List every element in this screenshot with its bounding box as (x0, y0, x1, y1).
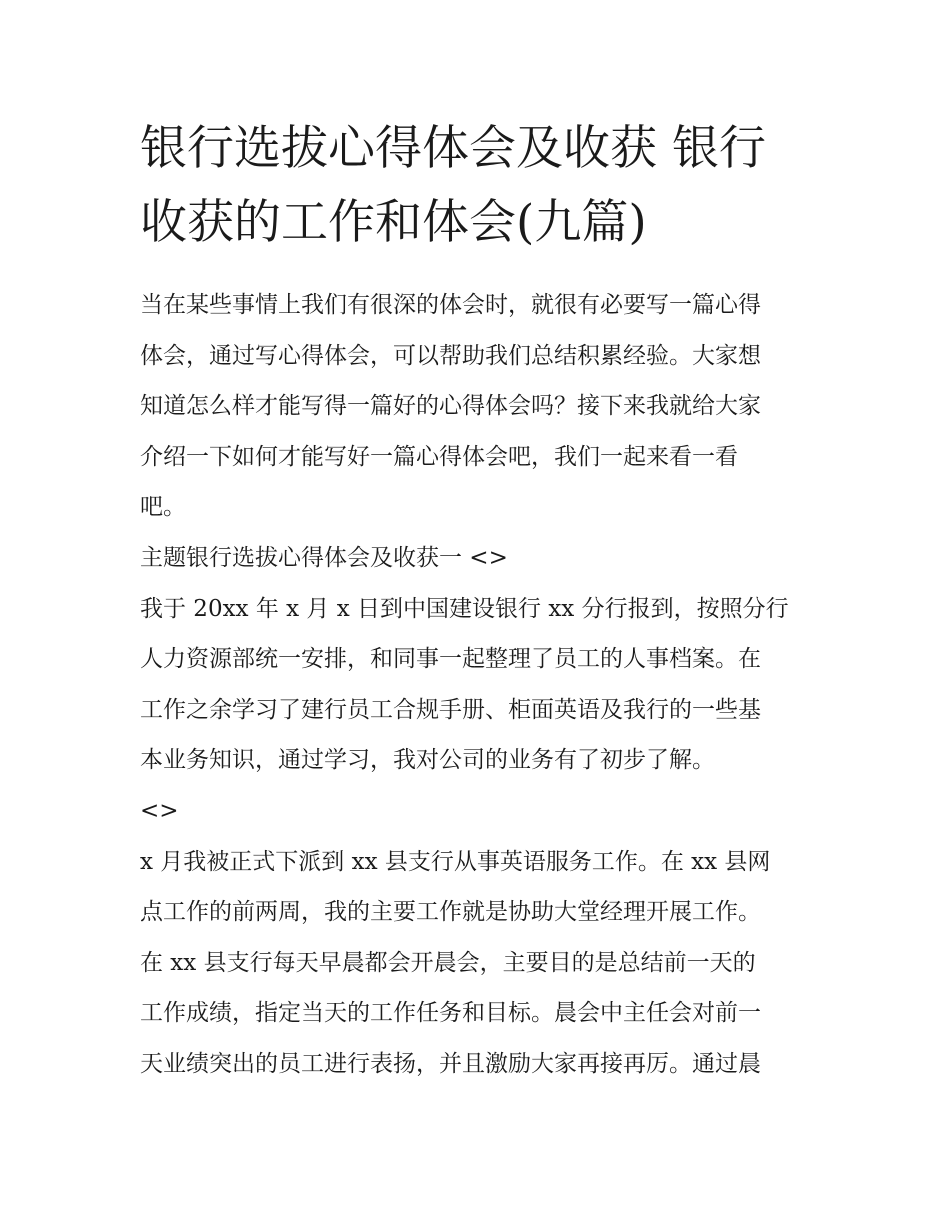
document-body (140, 280, 820, 1090)
document-title (140, 112, 820, 260)
paragraph-2-line-3: 在 xx 县支行每天早晨都会开晨会，主要目的是总结前一天的 (140, 949, 756, 976)
separator-marker: <> (140, 797, 179, 824)
title-line-1: 银行选拔心得体会及收获 银行 (140, 121, 766, 176)
intro-line-3: 知道怎么样才能写得一篇好的心得体会吗？接下来我就给大家 (140, 393, 761, 420)
intro-line-4: 介绍一下如何才能写好一篇心得体会吧，我们一起来看一看 (140, 443, 738, 470)
title-line-2: 收获的工作和体会(九篇) (140, 195, 647, 250)
paragraph-1-line-2: 人力资源部统一安排，和同事一起整理了员工的人事档案。在 (140, 646, 761, 673)
paragraph-2-line-5: 天业绩突出的员工进行表扬，并且激励大家再接再厉。通过晨 (140, 1050, 761, 1077)
paragraph-2-line-1: x 月我被正式下派到 xx 县支行从事英语服务工作。在 xx 县网 (140, 848, 771, 875)
paragraph-2-line-4: 工作成绩，指定当天的工作任务和目标。晨会中主任会对前一 (140, 1000, 761, 1027)
paragraph-1-line-1: 我于 20xx 年 x 月 x 日到中国建设银行 xx 分行报到，按照分行 (140, 595, 789, 622)
intro-line-1: 当在某些事情上我们有很深的体会时，就很有必要写一篇心得 (140, 292, 761, 318)
intro-line-5: 吧。 (140, 494, 186, 521)
paragraph-1-line-4: 本业务知识，通过学习，我对公司的业务有了初步了解。 (140, 747, 715, 774)
paragraph-1-line-3: 工作之余学习了建行员工合规手册、柜面英语及我行的一些基 (140, 696, 761, 723)
paragraph-2-line-2: 点工作的前两周，我的主要工作就是协助大堂经理开展工作。 (140, 899, 761, 926)
section-heading: 主题银行选拔心得体会及收获一 <> (140, 544, 508, 571)
intro-line-2: 体会，通过写心得体会，可以帮助我们总结积累经验。大家想 (140, 342, 761, 369)
